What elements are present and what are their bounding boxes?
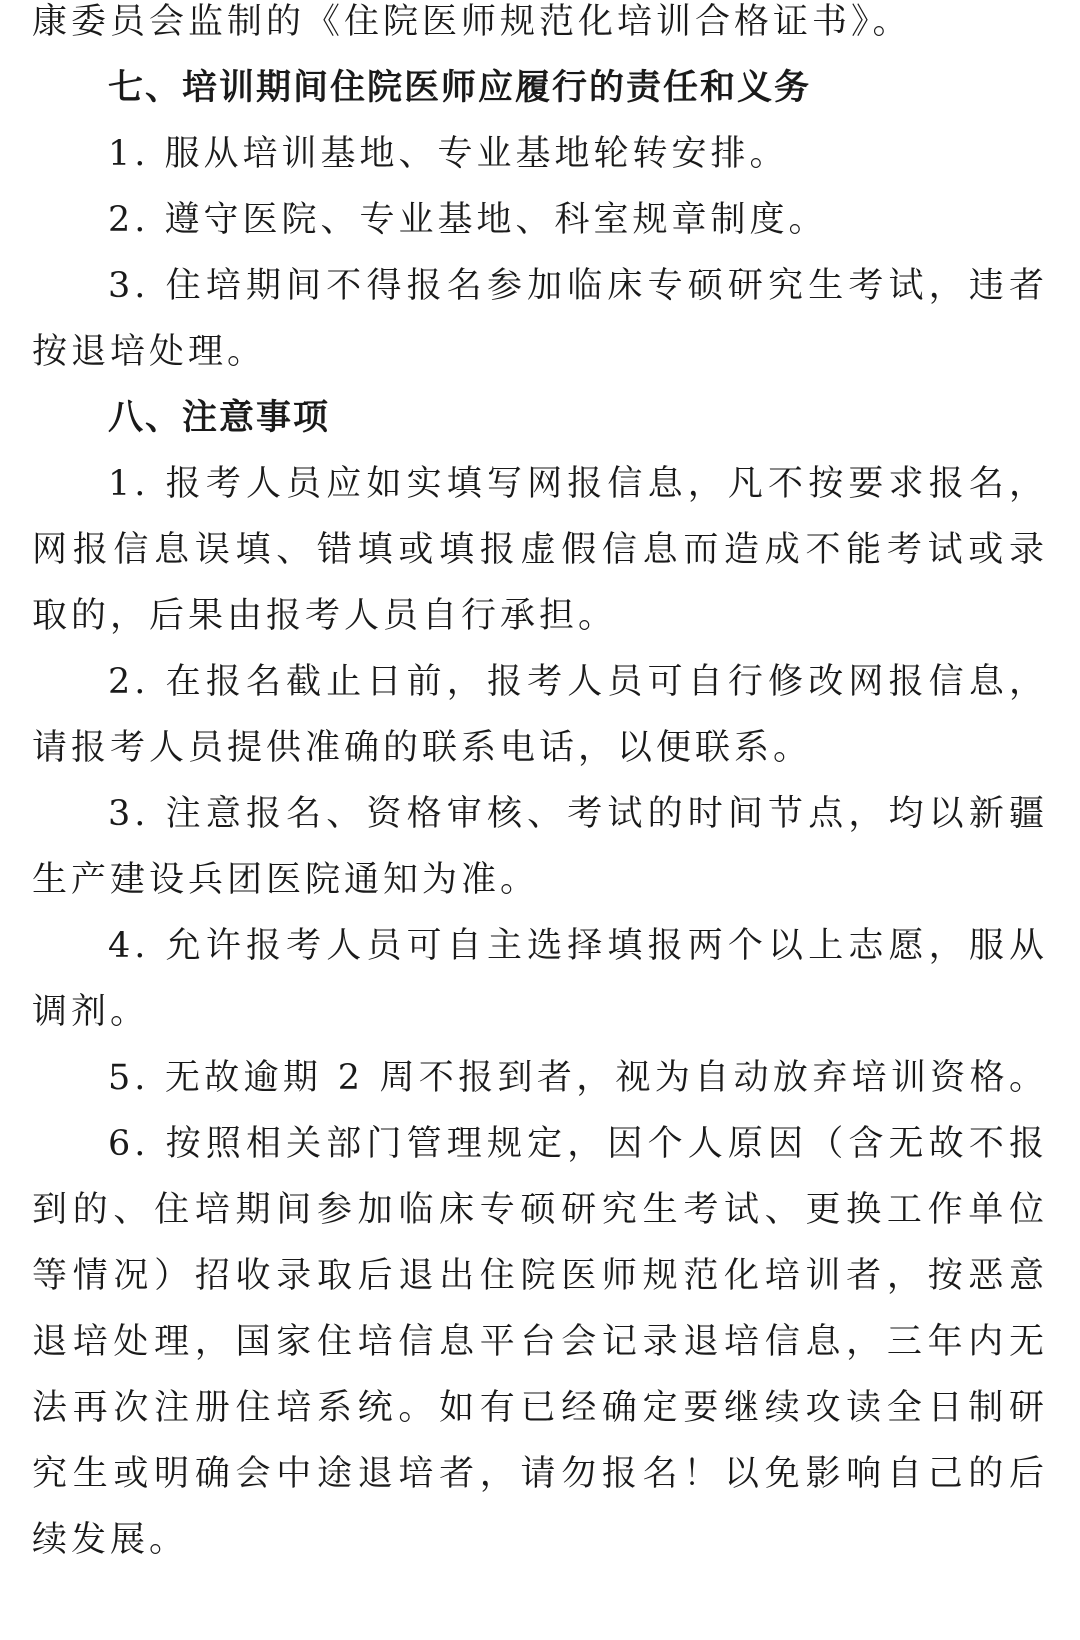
text-line: 请报考人员提供准确的联系电话，以便联系。	[32, 728, 813, 768]
text-line: 网报信息误填、错填或填报虚假信息而造成不能考试或录	[32, 530, 1048, 570]
text-line: 退培处理，国家住培信息平台会记录退培信息，三年内无	[32, 1322, 1048, 1362]
section-heading-8: 八、注意事项	[108, 398, 331, 438]
text-line: 按退培处理。	[32, 332, 267, 372]
list-item: 2. 在报名截止日前，报考人员可自行修改网报信息，	[108, 662, 1048, 702]
text-line: 法再次注册住培系统。如有已经确定要继续攻读全日制研	[32, 1388, 1048, 1428]
list-item: 3. 住培期间不得报名参加临床专硕研究生考试，违者	[108, 266, 1048, 306]
text-line: 调剂。	[32, 992, 150, 1032]
list-item: 3. 注意报名、资格审核、考试的时间节点，均以新疆	[108, 794, 1048, 834]
text-line: 到的、住培期间参加临床专硕研究生考试、更换工作单位	[32, 1190, 1048, 1230]
text-line: 续发展。	[32, 1520, 189, 1560]
list-item: 2. 遵守医院、专业基地、科室规章制度。	[108, 200, 828, 240]
text-line: 取的，后果由报考人员自行承担。	[32, 596, 618, 636]
text-line: 康委员会监制的《住院医师规范化培训合格证书》。	[32, 2, 912, 42]
text-line: 究生或明确会中途退培者，请勿报名！以免影响自己的后	[32, 1454, 1048, 1494]
list-item: 1. 服从培训基地、专业基地轮转安排。	[108, 134, 789, 174]
list-item: 4. 允许报考人员可自主选择填报两个以上志愿，服从	[108, 926, 1048, 966]
text-line: 等情况）招收录取后退出住院医师规范化培训者，按恶意	[32, 1256, 1048, 1296]
text-line: 生产建设兵团医院通知为准。	[32, 860, 540, 900]
section-heading-7: 七、培训期间住院医师应履行的责任和义务	[108, 68, 812, 108]
list-item: 6. 按照相关部门管理规定，因个人原因（含无故不报	[108, 1124, 1048, 1164]
list-item: 5. 无故逾期 2 周不报到者，视为自动放弃培训资格。	[108, 1058, 1048, 1098]
list-item: 1. 报考人员应如实填写网报信息，凡不按要求报名，	[108, 464, 1048, 504]
